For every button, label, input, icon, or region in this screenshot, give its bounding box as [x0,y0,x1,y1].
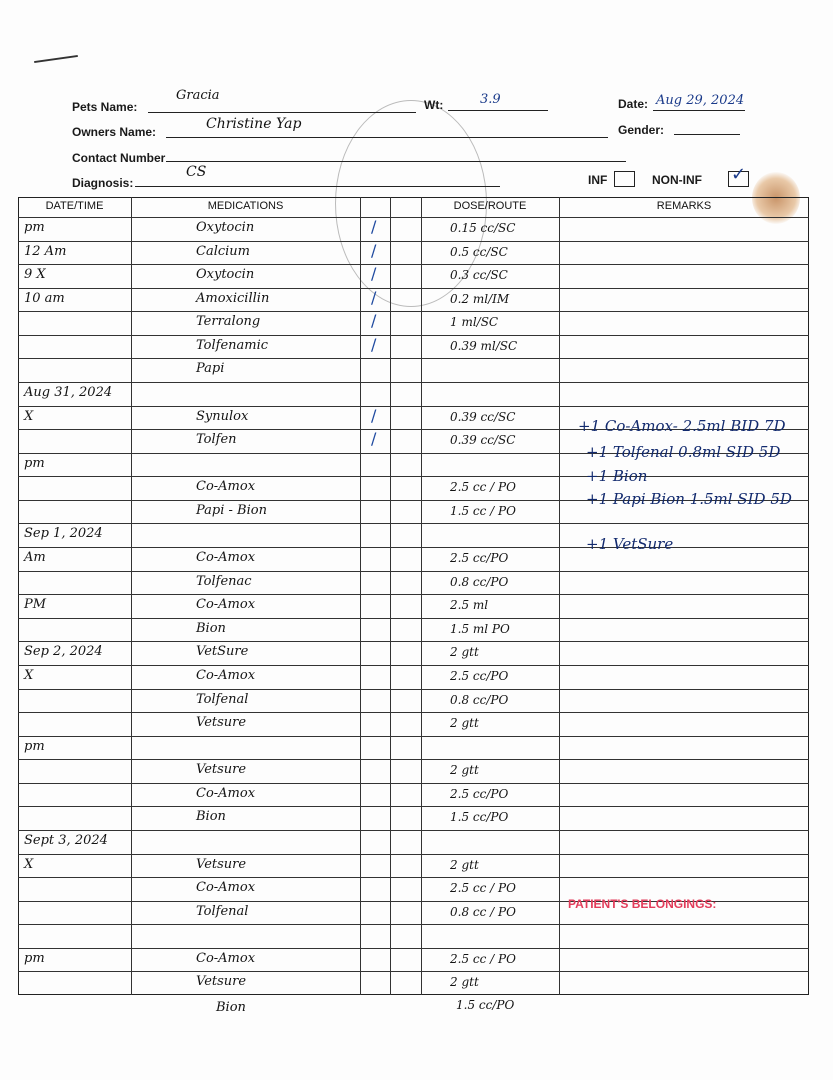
diagnosis-value: CS [186,164,207,180]
checkmark-icon: / [371,429,377,449]
dose-route-cell: 0.39 cc/SC [450,433,516,448]
below-table-med: Bion [216,1000,246,1015]
gender-line [674,134,740,135]
table-row [18,264,809,288]
header-date-time: DATE/TIME [45,200,104,212]
pen-scribble [34,55,78,63]
inf-label: INF [588,173,608,187]
table-row [18,830,809,854]
dose-route-cell: 2 gtt [450,975,479,990]
medication-cell: Co-Amox [196,550,256,566]
dose-route-cell: 2.5 cc/PO [450,668,509,683]
dose-route-cell: 2.5 cc / PO [450,881,516,896]
medication-cell: Oxytocin [196,267,255,283]
medication-cell: Co-Amox [196,667,256,683]
patient-belongings-label: PATIENT'S BELONGINGS: [568,897,717,911]
medication-cell: Vetsure [196,974,247,990]
medication-cell: Terralong [196,314,261,330]
dose-route-cell: 2 gtt [450,857,479,872]
date-time-cell: Sept 3, 2024 [24,832,108,848]
medication-cell: VetSure [196,644,249,660]
date-time-cell: pm [24,220,45,235]
table-row [18,712,809,736]
table-row [18,924,809,948]
date-time-cell: Sep 1, 2024 [24,526,103,542]
table-row [18,523,809,547]
table-row [18,335,809,359]
dose-route-cell: 0.2 ml/IM [450,291,510,306]
medication-cell: Papi - Bion [196,502,267,518]
owners-name-label: Owners Name: [72,125,157,139]
date-time-cell: Sep 2, 2024 [24,644,103,660]
medication-cell: Co-Amox [196,597,256,613]
remark-line: +1 Bion [586,467,648,485]
dose-route-cell: 2.5 cc / PO [450,951,516,966]
wt-line [448,110,548,111]
date-time-cell: Aug 31, 2024 [24,385,113,401]
checkmark-icon: / [371,240,377,260]
medication-sheet-table [18,197,809,995]
diagnosis-line [135,186,500,187]
medication-cell: Calcium [196,243,250,259]
owners-name-line [166,137,608,138]
dose-route-cell: 2.5 cc/PO [450,551,509,566]
noninf-check-icon: ✓ [731,164,747,185]
checkmark-icon: / [371,264,377,284]
dose-route-cell: 1 ml/SC [450,315,499,330]
medication-cell: Oxytocin [196,220,255,235]
remark-line: +1 Tolfenal 0.8ml SID 5D [586,443,781,461]
header-blank-1 [360,197,390,217]
wt-label: Wt: [424,98,444,112]
table-row [18,641,809,665]
medication-cell: Co-Amox [196,950,256,966]
wt-value: 3.9 [480,92,501,107]
dose-route-cell: 2.5 cc/PO [450,786,509,801]
medication-cell: Tolfenac [196,573,252,589]
medication-cell: Co-Amox [196,880,256,896]
date-time-cell: 10 am [24,290,65,306]
gender-label: Gender: [618,123,665,137]
table-row [18,759,809,783]
dose-route-cell: 1.5 cc / PO [450,503,516,518]
dose-route-cell: 0.8 cc/PO [450,692,509,707]
dose-route-cell: 0.15 cc/SC [450,221,516,235]
medication-cell: Bion [196,809,226,825]
date-time-cell: PM [24,597,47,613]
medication-cell: Bion [196,620,226,636]
dose-route-cell: 2.5 cc / PO [450,480,516,495]
contact-label: Contact Number [72,151,166,165]
inf-checkbox[interactable] [614,171,635,187]
header-medications: MEDICATIONS [207,200,284,212]
table-row [18,854,809,878]
dose-route-cell: 0.39 cc/SC [450,409,516,424]
diagnosis-label: Diagnosis: [72,176,134,190]
checkmark-icon: / [371,287,377,307]
table-row [18,806,809,830]
dose-route-cell: 2.5 ml [450,598,489,613]
medication-cell: Co-Amox [196,785,256,801]
date-time-cell: X [24,667,34,683]
table-row [18,288,809,312]
dose-route-cell: 0.5 cc/SC [450,244,508,259]
dose-route-cell: 0.8 cc/PO [450,574,509,589]
date-time-cell: Am [24,550,46,566]
medication-cell: Amoxicillin [196,290,270,306]
dose-route-cell: 0.39 ml/SC [450,338,518,353]
remark-line: +1 Papi Bion 1.5ml SID 5D [586,490,792,508]
header-blank-2 [390,197,421,217]
dose-route-cell: 0.8 cc / PO [450,904,516,919]
medication-cell: Tolfen [196,432,237,448]
owners-name-value: Christine Yap [206,116,302,132]
table-row [18,783,809,807]
pets-name-value: Gracia [176,88,220,103]
medication-cell: Tolfenal [196,903,249,919]
date-time-cell: pm [24,950,45,966]
dose-route-cell: 1.5 cc/PO [450,810,509,825]
medication-cell: Tolfenal [196,691,249,707]
table-row [18,571,809,595]
header-dose-route: DOSE/ROUTE [453,200,527,212]
table-row [18,736,809,760]
table-row [18,618,809,642]
date-time-cell: X [24,408,34,424]
below-table-dose: 1.5 cc/PO [456,998,515,1012]
table-row [18,665,809,689]
dose-route-cell: 1.5 ml PO [450,621,510,636]
date-label: Date: [618,97,649,111]
table-row [18,689,809,713]
table-row [18,971,809,995]
remark-line: +1 Co-Amox- 2.5ml BID 7D [578,417,786,435]
medication-cell: Papi [196,361,225,377]
dose-route-cell: 2 gtt [450,716,479,731]
dose-route-cell: 2 gtt [450,763,479,778]
checkmark-icon: / [371,405,377,425]
dose-route-cell: 0.3 cc/SC [450,268,508,283]
remark-line: +1 VetSure [586,535,674,553]
date-time-cell: pm [24,738,45,754]
header-remarks: REMARKS [656,200,712,212]
contact-line [166,161,626,162]
checkmark-icon: / [371,334,377,354]
table-row [18,311,809,335]
medication-cell: Vetsure [196,715,247,731]
medication-cell: Synulox [196,408,249,424]
date-time-cell: X [24,856,34,872]
checkmark-icon: / [371,217,377,236]
noninf-label: NON-INF [652,173,702,187]
table-row [18,948,809,972]
medication-cell: Vetsure [196,762,247,778]
table-row [18,382,809,406]
date-time-cell: pm [24,455,45,471]
pets-name-line [148,112,416,113]
date-time-cell: 12 Am [24,243,67,259]
medication-cell: Tolfenamic [196,337,269,353]
table-row [18,217,809,241]
table-row [18,547,809,571]
table-row [18,358,809,382]
date-value: Aug 29, 2024 [656,93,745,108]
pets-name-label: Pets Name: [72,100,138,114]
date-time-cell: 9 X [24,267,46,283]
table-row [18,241,809,265]
table-row [18,594,809,618]
date-line [653,110,745,111]
medication-cell: Vetsure [196,856,247,872]
dose-route-cell: 2 gtt [450,645,479,660]
checkmark-icon: / [371,311,377,331]
medication-cell: Co-Amox [196,479,256,495]
